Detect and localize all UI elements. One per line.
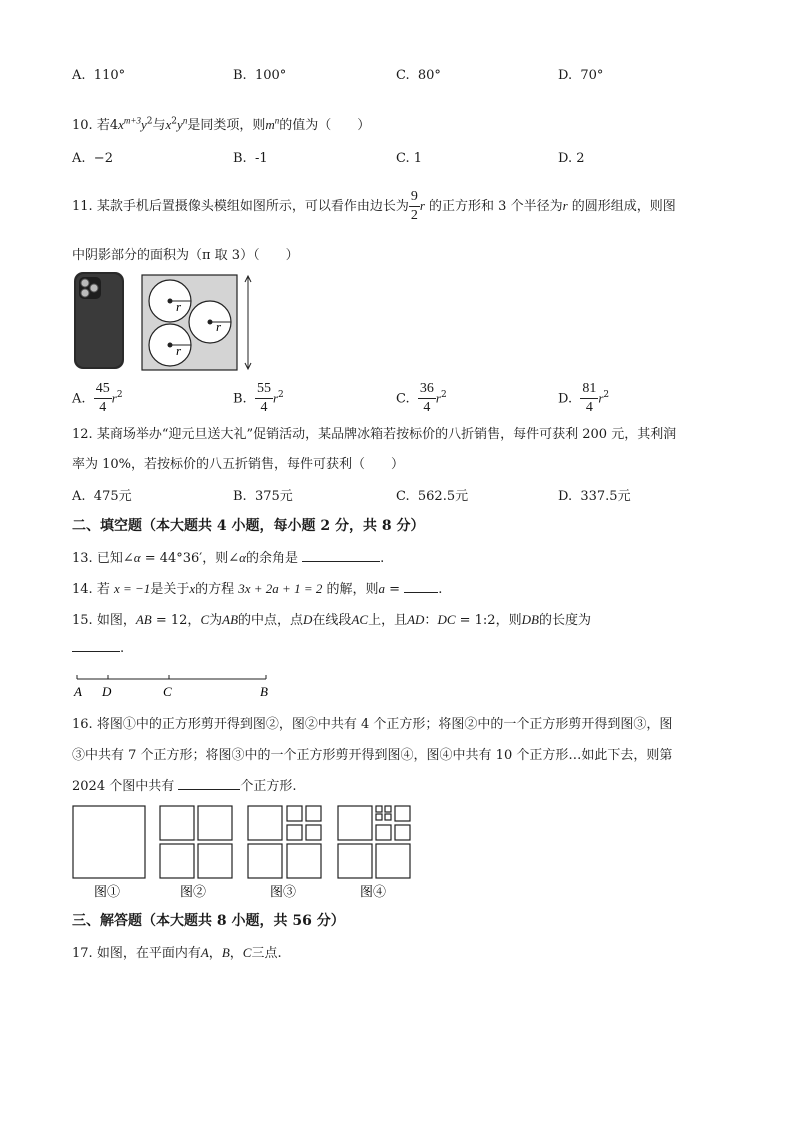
- q12-option-a: A. 475元: [72, 489, 132, 504]
- q9-option-c: C. 80°: [396, 68, 441, 83]
- figure-caption-3: 图③: [270, 884, 297, 899]
- q16-stem-line1: 16. 将图①中的正方形剪开得到图②，图②中共有 4 个正方形；将图②中的一个正方形剪开得到图③，图: [72, 717, 673, 732]
- radius-label: r: [216, 319, 222, 334]
- q10-stem: 10. 若$4x^{m+3}y^2$与$x^2y^n$是同类项，则$m^n$的值为（ ）: [72, 115, 371, 133]
- q15-stem: 15. 如图，AB = 12，C为AB的中点，点D在线段AC上，且AD：DC = 1:2，则DB的长度为: [72, 612, 591, 628]
- q12-option-b: B. 375元: [233, 489, 293, 504]
- figure-caption-2: 图②: [180, 884, 207, 899]
- q11-stem-line1: 11. 某款手机后置摄像头模组如图所示，可以看作由边长为 $\frac{9}{2}$ r 的正方形和 3 个半径为r 的圆形组成，则图: [72, 189, 676, 223]
- q9-option-a: A. 110°: [72, 68, 126, 83]
- point-label-d: D: [102, 684, 112, 699]
- q11-stem-line2: 中阴影部分的面积为（π 取 3）（ ）: [72, 248, 299, 263]
- q11-option-b: B. $\frac{55}{4}$ $r^2$: [233, 381, 284, 416]
- figure-caption-1: 图①: [94, 884, 121, 899]
- point-label-a: A: [74, 684, 82, 699]
- q17-stem: 17. 如图，在平面内有A，B，C三点.: [72, 945, 282, 961]
- point-label-b: B: [260, 684, 268, 699]
- figure-caption-4: 图④: [360, 884, 387, 899]
- q12-option-d: D. 337.5元: [558, 489, 631, 504]
- section-heading-solutions: 三、解答题（本大题共 8 小题，共 56 分）: [72, 913, 345, 929]
- q15-answer-blank[interactable]: [72, 650, 120, 652]
- q16-stem-line2: ③中共有 7 个正方形；将图③中的一个正方形剪开得到图④，图④中共有 10 个正方形…如此下去，则第: [72, 748, 673, 763]
- q13-stem: 13. 已知∠α = 44°36′，则∠α的余角是 .: [72, 550, 385, 566]
- q16-stem-line3: 2024 个图中共有 个正方形.: [72, 779, 297, 794]
- q10-option-b: B. -1: [233, 151, 268, 166]
- q10-option-c: C. 1: [396, 151, 423, 166]
- squares-figures: [70, 804, 420, 900]
- q10-option-d: D. 2: [558, 151, 585, 166]
- q10-option-a: A. −2: [72, 151, 113, 166]
- q9-option-b: B. 100°: [233, 68, 287, 83]
- figure-1-square: [73, 806, 145, 878]
- radius-label: r: [176, 299, 182, 314]
- section-heading-fill-in: 二、填空题（本大题共 4 小题，每小题 2 分，共 8 分）: [72, 518, 425, 534]
- q9-option-d: D. 70°: [558, 68, 604, 83]
- q12-option-c: C. 562.5元: [396, 489, 469, 504]
- camera-diagram: [140, 273, 260, 373]
- q12-stem-line1: 12. 某商场举办“迎元旦送大礼”促销活动，某品牌冰箱若按标价的八折销售，每件可获利 200 元，其利润: [72, 427, 677, 442]
- q12-stem-line2: 率为 10%，若按标价的八五折销售，每件可获利（ ）: [72, 457, 405, 472]
- q14-stem: 14. 若 x = −1是关于x的方程 3x + 2a + 1 = 2 的解，则a = .: [72, 581, 443, 597]
- q11-option-c: C. $\frac{36}{4}$ $r^2$: [396, 381, 447, 416]
- q11-option-d: D. $\frac{81}{4}$ $r^2$: [558, 381, 610, 416]
- segment-diagram: [70, 668, 280, 702]
- q14-answer-blank[interactable]: [404, 591, 438, 593]
- q11-fraction: $\frac{9}{2}$: [410, 189, 418, 223]
- q11-option-a: A. $\frac{45}{4}$ $r^2$: [72, 381, 123, 416]
- radius-label: r: [176, 343, 182, 358]
- phone-image: [73, 271, 125, 371]
- q15-answer-line: .: [72, 641, 124, 656]
- point-label-c: C: [163, 684, 172, 699]
- q16-answer-blank[interactable]: [178, 788, 240, 790]
- q13-answer-blank[interactable]: [302, 560, 380, 562]
